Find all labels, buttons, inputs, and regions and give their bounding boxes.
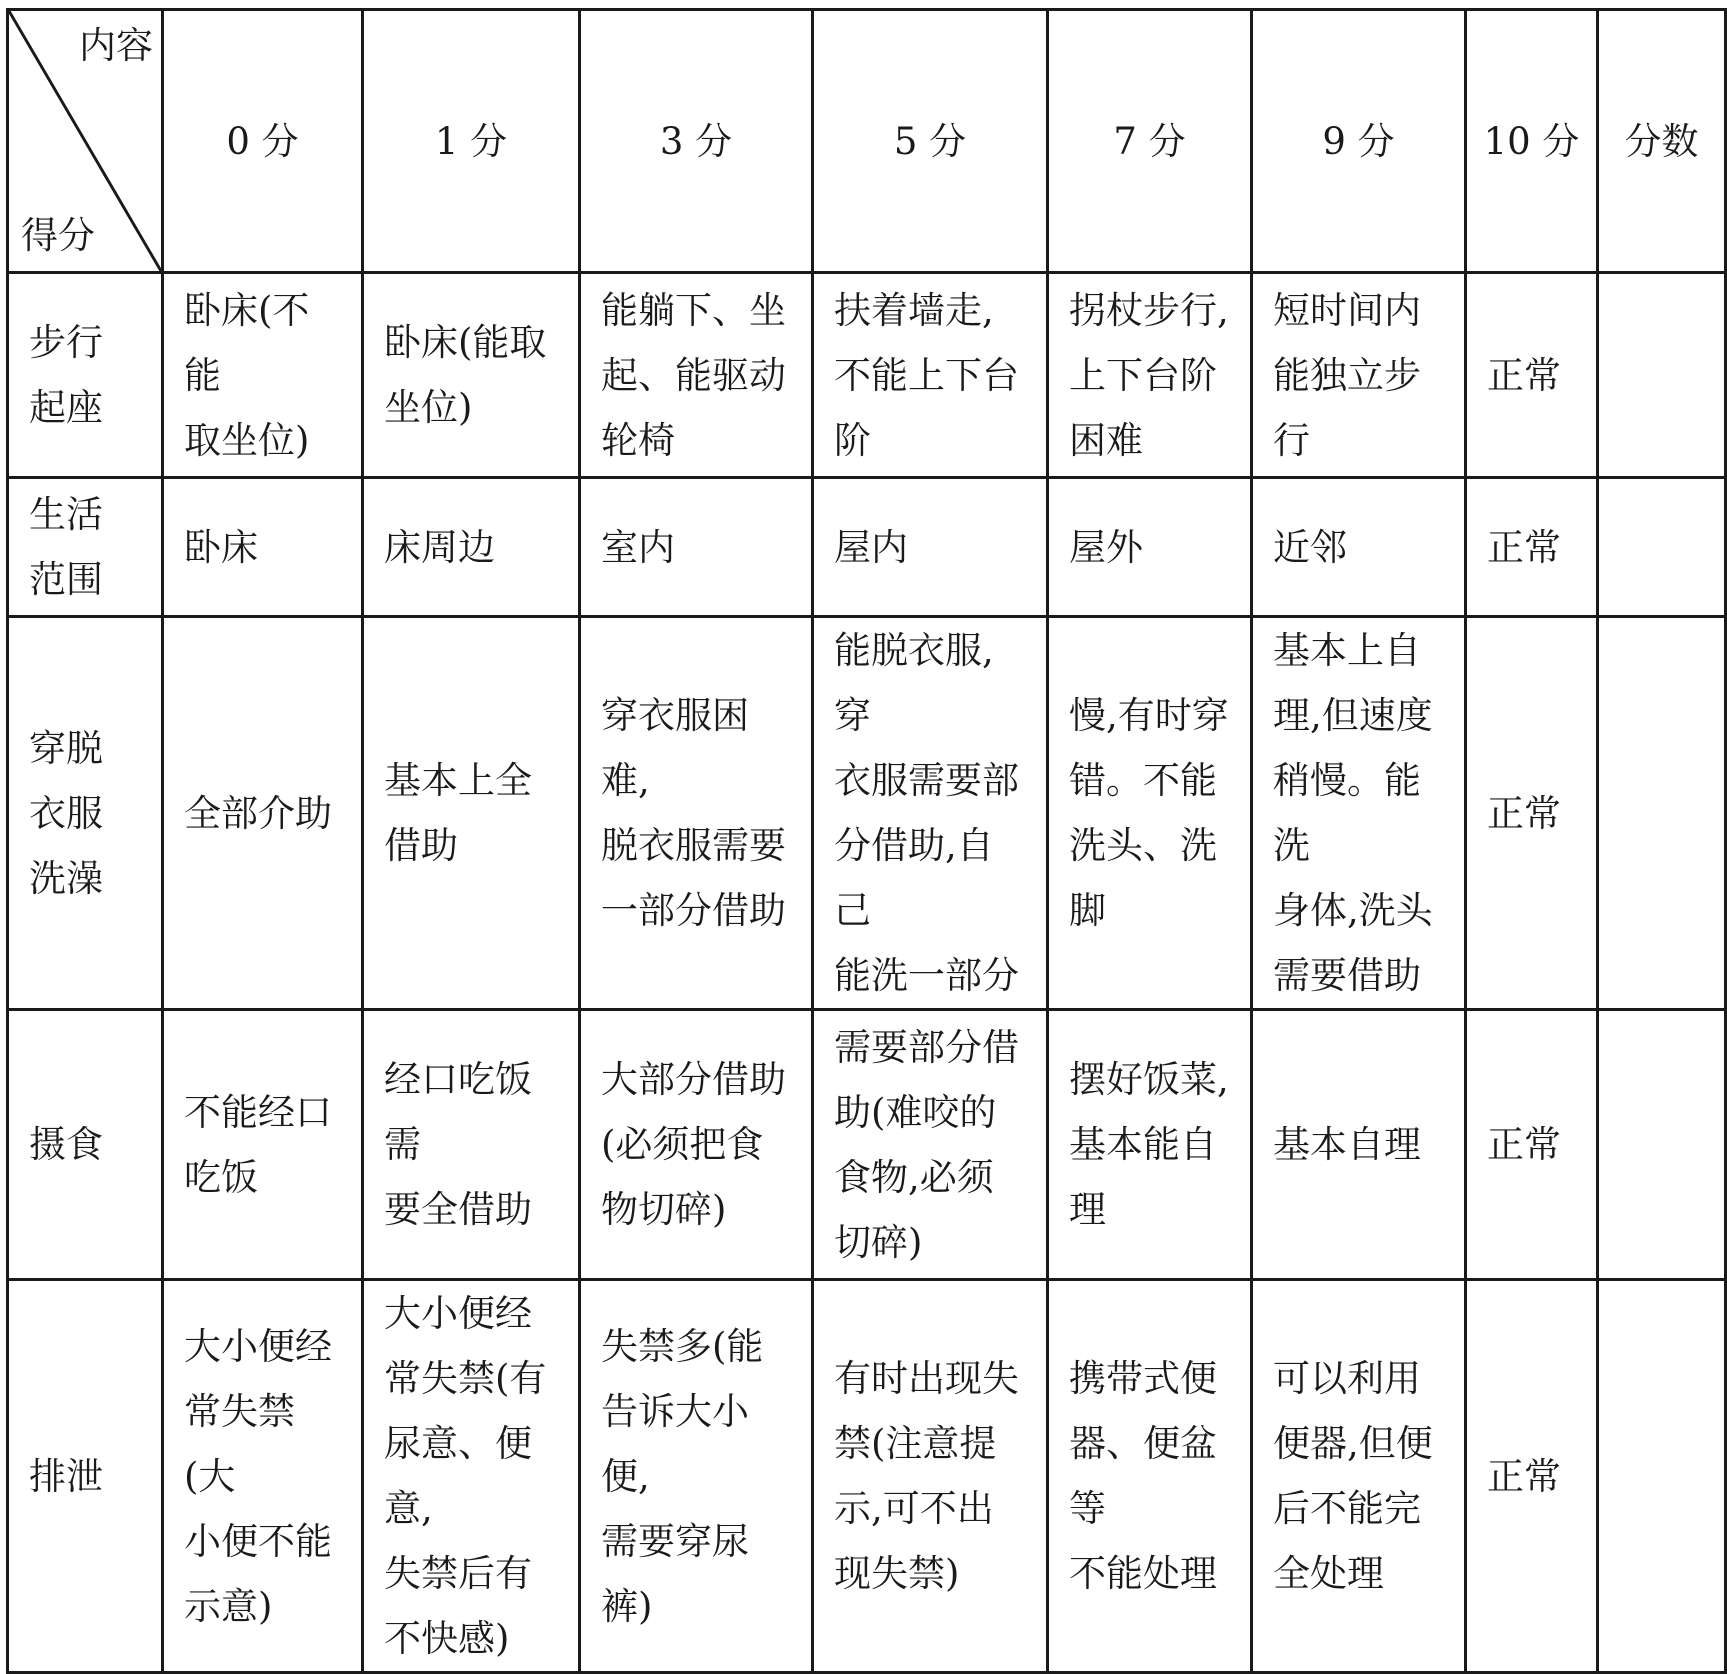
table-cell: 正常	[1466, 1280, 1598, 1673]
table-cell: 近邻	[1252, 478, 1466, 617]
adl-score-table	[6, 8, 1727, 1674]
table-cell: 拐杖步行, 上下台阶 困难	[1048, 273, 1252, 478]
table-cell: 基本自理	[1252, 1010, 1466, 1280]
table-cell: 需要部分借 助(难咬的 食物,必须 切碎)	[813, 1010, 1048, 1280]
table-cell: 全部介助	[163, 617, 363, 1010]
score-table-container	[6, 8, 1727, 1674]
table-row	[8, 617, 1726, 1010]
row-header: 排泄	[8, 1280, 163, 1673]
table-cell: 失禁多(能 告诉大小便, 需要穿尿裤)	[580, 1280, 813, 1673]
table-cell: 慢,有时穿 错。不能 洗头、洗脚	[1048, 617, 1252, 1010]
table-cell: 能躺下、坐 起、能驱动 轮椅	[580, 273, 813, 478]
table-cell: 不能经口 吃饭	[163, 1010, 363, 1280]
table-cell: 穿衣服困难, 脱衣服需要 一部分借助	[580, 617, 813, 1010]
row-header: 步行 起座	[8, 273, 163, 478]
table-row	[8, 1280, 1726, 1673]
table-row	[8, 273, 1726, 478]
table-cell: 正常	[1466, 617, 1598, 1010]
table-cell: 大小便经 常失禁(有 尿意、便意, 失禁后有 不快感)	[363, 1280, 580, 1673]
table-cell: 可以利用 便器,但便 后不能完 全处理	[1252, 1280, 1466, 1673]
score-cell	[1598, 273, 1726, 478]
table-cell: 室内	[580, 478, 813, 617]
table-cell: 正常	[1466, 1010, 1598, 1280]
table-cell: 卧床(不能 取坐位)	[163, 273, 363, 478]
score-cell	[1598, 1010, 1726, 1280]
table-cell: 短时间内 能独立步 行	[1252, 273, 1466, 478]
header-row	[8, 10, 1726, 273]
score-cell	[1598, 1280, 1726, 1673]
column-header: 9 分	[1252, 10, 1466, 273]
table-cell: 屋外	[1048, 478, 1252, 617]
row-header: 摄食	[8, 1010, 163, 1280]
table-cell: 屋内	[813, 478, 1048, 617]
table-cell: 基本上全 借助	[363, 617, 580, 1010]
score-cell	[1598, 478, 1726, 617]
table-cell: 正常	[1466, 478, 1598, 617]
corner-label-content: 内容	[79, 24, 153, 67]
score-cell	[1598, 617, 1726, 1010]
column-header: 3 分	[580, 10, 813, 273]
column-header: 7 分	[1048, 10, 1252, 273]
table-row	[8, 1010, 1726, 1280]
column-header-total: 分数	[1598, 10, 1726, 273]
table-cell: 摆好饭菜, 基本能自 理	[1048, 1010, 1252, 1280]
table-cell: 卧床	[163, 478, 363, 617]
table-cell: 卧床(能取 坐位)	[363, 273, 580, 478]
table-cell: 能脱衣服,穿 衣服需要部 分借助,自己 能洗一部分	[813, 617, 1048, 1010]
column-header: 10 分	[1466, 10, 1598, 273]
table-row	[8, 478, 1726, 617]
table-cell: 大小便经 常失禁(大 小便不能 示意)	[163, 1280, 363, 1673]
column-header: 1 分	[363, 10, 580, 273]
table-cell: 经口吃饭需 要全借助	[363, 1010, 580, 1280]
table-cell: 床周边	[363, 478, 580, 617]
column-header: 0 分	[163, 10, 363, 273]
column-header: 5 分	[813, 10, 1048, 273]
table-cell: 正常	[1466, 273, 1598, 478]
table-cell: 大部分借助 (必须把食 物切碎)	[580, 1010, 813, 1280]
row-header: 生活 范围	[8, 478, 163, 617]
table-cell: 基本上自 理,但速度 稍慢。能洗 身体,洗头 需要借助	[1252, 617, 1466, 1010]
table-cell: 携带式便 器、便盆等 不能处理	[1048, 1280, 1252, 1673]
corner-label-score: 得分	[21, 214, 95, 257]
corner-header-cell	[8, 10, 163, 273]
table-cell: 有时出现失 禁(注意提 示,可不出 现失禁)	[813, 1280, 1048, 1673]
row-header: 穿脱 衣服 洗澡	[8, 617, 163, 1010]
table-cell: 扶着墙走, 不能上下台 阶	[813, 273, 1048, 478]
